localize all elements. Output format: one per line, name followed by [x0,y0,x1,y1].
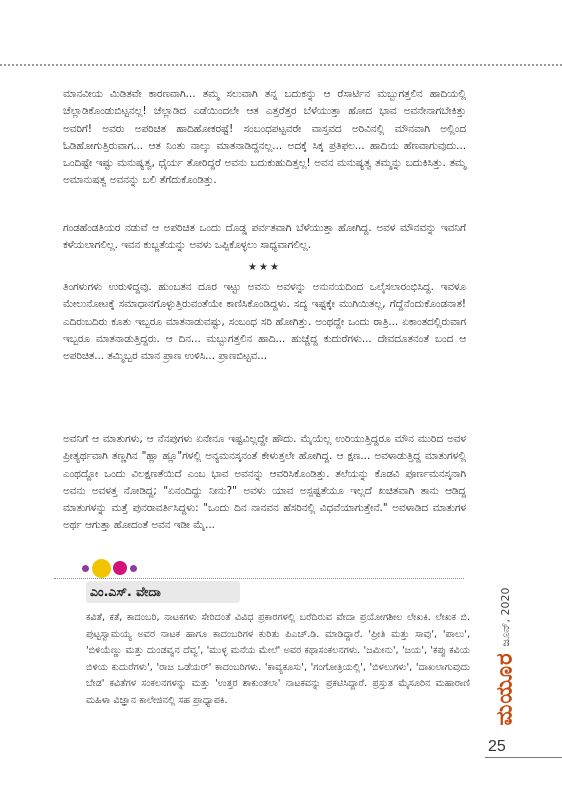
story-paragraph: ಮಾನವೀಯ ಮಿಡಿತವೇ ಕಾರಣವಾಗಿ... ತಮ್ಮ ಸಲುವಾಗಿ ತನ್ನ ಬದುಕನ್ನು ಆ ರೆಸಾರ್ಟಿನ ಮಬ್ಬುಗತ್ತಲಿನ ಹಾದಿಯಲ್ಲಿ ಚೆಲ್ಲಾಡಿಕೊಂಡುಬಿಟ್ಟನಲ್ಲ! ಚೆಲ್ಲಾಡಿದ ಎಡೆಯಿಂದಲೇ ಆತ ಎತ್ತರೆತ್ತರ ಬೆಳೆಯುತ್ತಾ ಹೋದ ಭಾವ ಅವನೇನಾಗಬೇಕಿತ್ತು ಅವರಿಗೆ! ಅವರು ಅಪರಿಚಿತ ಹಾದಿಹೋಕರಷ್ಟೆ! ಸಂಬಂಧಪಟ್ಟವರೇ ವಾಸ್ತವದ ಅರಿವಿನಲ್ಲಿ ಮೌನವಾಗಿ ಅಲ್ಲಿಂದ ಓಡಿಹೋಗುತ್ತಿರುವಾಗ... ಆತ ನಿಂತು ನಾಲ್ಕು ಮಾತನಾಡಿದ್ದನಲ್ಲ... ಅದಕ್ಕೆ ಸಿಕ್ಕ ಪ್ರತಿಫಲ... ಹಾದಿಯ ಹೆಣವಾಗುವುದು... ಒಂದಿಷ್ಟೇ ಇಷ್ಟು ಮನುಷ್ಯತ್ವ, ಧೈರ್ಯ ತೋರಿದ್ದರೆ ಅವನು ಬದುಕುಹುದಿತ್ತಲ್ಲ! ಅವನ ಮನುಷ್ಯತ್ವ ತಮ್ಮನ್ನು ಬದುಕಿಸಿತ್ತು. ತಮ್ಮ ಅಮಾನುಷತ್ವ ಅವನನ್ನು ಬಲಿ ತೆಗೆದುಕೊಂಡಿತ್ತು. [63,88,466,187]
story-paragraph: ತಿಂಗಳುಗಳು ಉರುಳಿದ್ದವು. ಹುಂಬತನ ದೂರ ಇಟ್ಟು ಅವನು ಅವಳನ್ನು ಅನುನಯದಿಂದ ಒಲೈಸಲಾರಂಭಿಸಿದ್ದ. ಇವಳೂ ಮೇಲುನೋಟಕ್ಕೆ ಸಮಾಧಾನಗೊಳ್ಳುತ್ತಿರುವಂತೆಯೇ ಕಾಣಿಸಿಕೊಂಡಿದ್ದಳು. ಸದ್ಯ ಇಷ್ಟಕ್ಕೇ ಮುಗಿಯಿತಲ್ಲ, ಗೆದ್ದೆನೆಂದುಕೊಂಡನಾತ! ಎದಿರುಬದಿರು ಕೂತು ಇಬ್ಬರೂ ಮಾತನಾಡುವಷ್ಟು, ಸಂಬಂಧ ಸರಿ ಹೋಗಿತ್ತು. ಅಂಥದ್ದೇ ಒಂದು ರಾತ್ರಿ... ಏಕಾಂತದಲ್ಲಿರುವಾಗ ಇಬ್ಬರೂ ಮಾತನಾಡುತ್ತಿದ್ದರು. ಆ ದಿನ... ಮಬ್ಬುಗತ್ತಲಿನ ಹಾದಿ... ಹುಚ್ಚೆದ್ದ ಕುದುರೆಗಳು... ದೇವದೂತನಂತೆ ಬಂದ ಆ ಅಪರಿಚಿತ... ತಮ್ಮಿಬ್ಬರ ಮಾನ ಪ್ರಾಣ ಉಳಿಸಿ... ಪ್ರಾಣಬಿಟ್ಟವ... [63,281,466,363]
magazine-logo-text: ಮಯೂರ [492,652,518,726]
page-number-rule [485,757,562,758]
purple-dot [130,565,137,572]
section-separator: ★★★ [248,262,281,273]
author-bio: ಕವಿತೆ, ಕತೆ, ಕಾದಂಬರಿ, ನಾಟಕಗಳು ಸೇರಿದಂತೆ ವಿವಿಧ ಪ್ರಕಾರಗಳಲ್ಲಿ ಬರೆದಿರುವ ವೇದಾ ಪ್ರಯೋಗಶೀಲ ಲೇಖಕಿ. ಲೇಖಕ ಬಿ. ಪುಟ್ಟಸ್ವಾಮಯ್ಯ ಅವರ ನಾಟಕ ಹಾಗೂ ಕಾದಂಬರಿಗಳ ಕುರಿತು ಪಿಎಚ್.ಡಿ. ಮಾಡಿದ್ದಾರೆ. 'ಪ್ರೀತಿ ಮತ್ತು ಸಾವು', 'ಪಾಲು', 'ಬಿಳಿಯೆಣ್ಣು ಮತ್ತು ದುಂಡವ್ವನ ದೆವ್ವ', 'ಮುಳ್ಳ ಮನೆಯ ಮೇಲೆ' ಅವರ ಕಥಾಸಂಕಲನಗಳು. 'ಜಮೀನು', 'ಜಯ', 'ಕಪ್ಪು ಕವಿಯ ಬಿಳಿಯ ಕುದುರೆಗಳು', 'ರಾಜ ಒಡೆಯರ್' ಕಾದಂಬರಿಗಳು. 'ಕಾವ್ಯಕೂಸು', 'ಗಂಗೋತ್ರಿಯಲ್ಲಿ', 'ಬಿಳಲುಗಳು', 'ದಾಖಲಾಗುವುದು ಬೇಡ' ಕವಿತೆಗಳ ಸಂಕಲನಗಳನ್ನು ಮತ್ತು 'ಉತ್ತರ ಶಾಕುಂತಲಾ' ನಾಟಕವನ್ನು ಪ್ರಕಟಿಸಿದ್ದಾರೆ. ಪ್ರಸ್ತುತ ಮೈಸೂರಿನ ಮಹಾರಾಣಿ ಮಹಿಳಾ ವಿಜ್ಞಾನ ಕಾಲೇಜಿನಲ್ಲಿ ಸಹ ಪ್ರಾಧ್ಯಾಪಕಿ. [86,612,470,706]
decorative-dots [82,558,142,578]
yellow-dot [92,559,111,578]
issue-date-text: ಜೂನ್, 2020 [499,587,512,647]
magenta-dot [113,561,127,575]
issue-date [496,580,516,660]
top-dotted-rule [0,64,562,66]
purple-dot [82,565,89,572]
story-paragraph: ಅವನಿಗೆ ಆ ಮಾತುಗಳು, ಆ ನೆನಪುಗಳು ಏನೇನೂ ಇಷ್ಟವಿಲ್ಲದ್ದೇ ಹೌದು. ಮೈಯೆಲ್ಲ ಉರಿಯುತ್ತಿದ್ದರೂ ಮೌನ ಮುರಿದ ಅವಳ ಪ್ರೀತ್ಯರ್ಥವಾಗಿ ತಣ್ಣಗಿನ "ಹ್ಲಾ ಹ್ಲೂ"ಗಳಲ್ಲಿ ಅನ್ಯಮನಸ್ಕನಂತೆ ಕೇಳುತ್ತಲೇ ಹೋಗಿದ್ದ. ಆ ಕ್ಷಣ... ಅವಳಾಡುತ್ತಿದ್ದ ಮಾತುಗಳಲ್ಲಿ ಎಂಥದ್ದೋ ಒಂದು ವಿಲಕ್ಷಣತೆಯಿದೆ ಎಂಬ ಭಾವ ಅವನನ್ನು ಆವರಿಸಿಕೊಂಡಿತ್ತು. ತಲೆಯನ್ನು ಕೊಡವಿ ಪೂರ್ಣಮನಸ್ಕನಾಗಿ ಅವನು ಅವಳತ್ತ ನೋಡಿದ್ದ; "ಏನಂದಿದ್ದು ನೀನು?" ಅವಳು ಯಾವ ಅಸ್ಪಷ್ಟತೆಯೂ ಇಲ್ಲದೆ ಖಚಿತವಾಗಿ ತಾನು ಆಡಿದ್ದ ಮಾತುಗಳನ್ನು ಮತ್ತೆ ಪುನರಾವರ್ತಿಸಿದ್ದಳು: "ಒಂದು ದಿನ ನಾನವನ ಹೆಸರಿನಲ್ಲಿ ವಿಧವೆಯಾಗುತ್ತೇನೆ." ಅವಳಾಡಿದ ಮಾತುಗಳ ಅರ್ಥ ಆಗುತ್ತಾ ಹೋದಂತೆ ಅವನ ಇಡೀ ಮೈ... [63,433,466,532]
magazine-logo [486,652,524,730]
page-number: 25 [488,738,506,755]
story-paragraph: ಗಂಡಹೆಂಡತಿಯರ ನಡುವೆ ಆ ಅಪರಿಚಿತ ಒಂದು ದೊಡ್ಡ ಪರ್ವತವಾಗಿ ಬೆಳೆಯುತ್ತಾ ಹೋಗಿದ್ದ. ಅವಳ ಮೌನವನ್ನು ಇವನಿಗೆ ಕಳೆಯಲಾಗಲಿಲ್ಲ. ಇವನ ಕುಬ್ಜತೆಯನ್ನು ಅವಳು ಒಪ್ಪಿಕೊಳ್ಳಲು ಸಾಧ್ಯವಾಗಲಿಲ್ಲ. [63,222,466,252]
author-name: ಎಂ.ಎಸ್. ವೇದಾ [86,581,240,603]
